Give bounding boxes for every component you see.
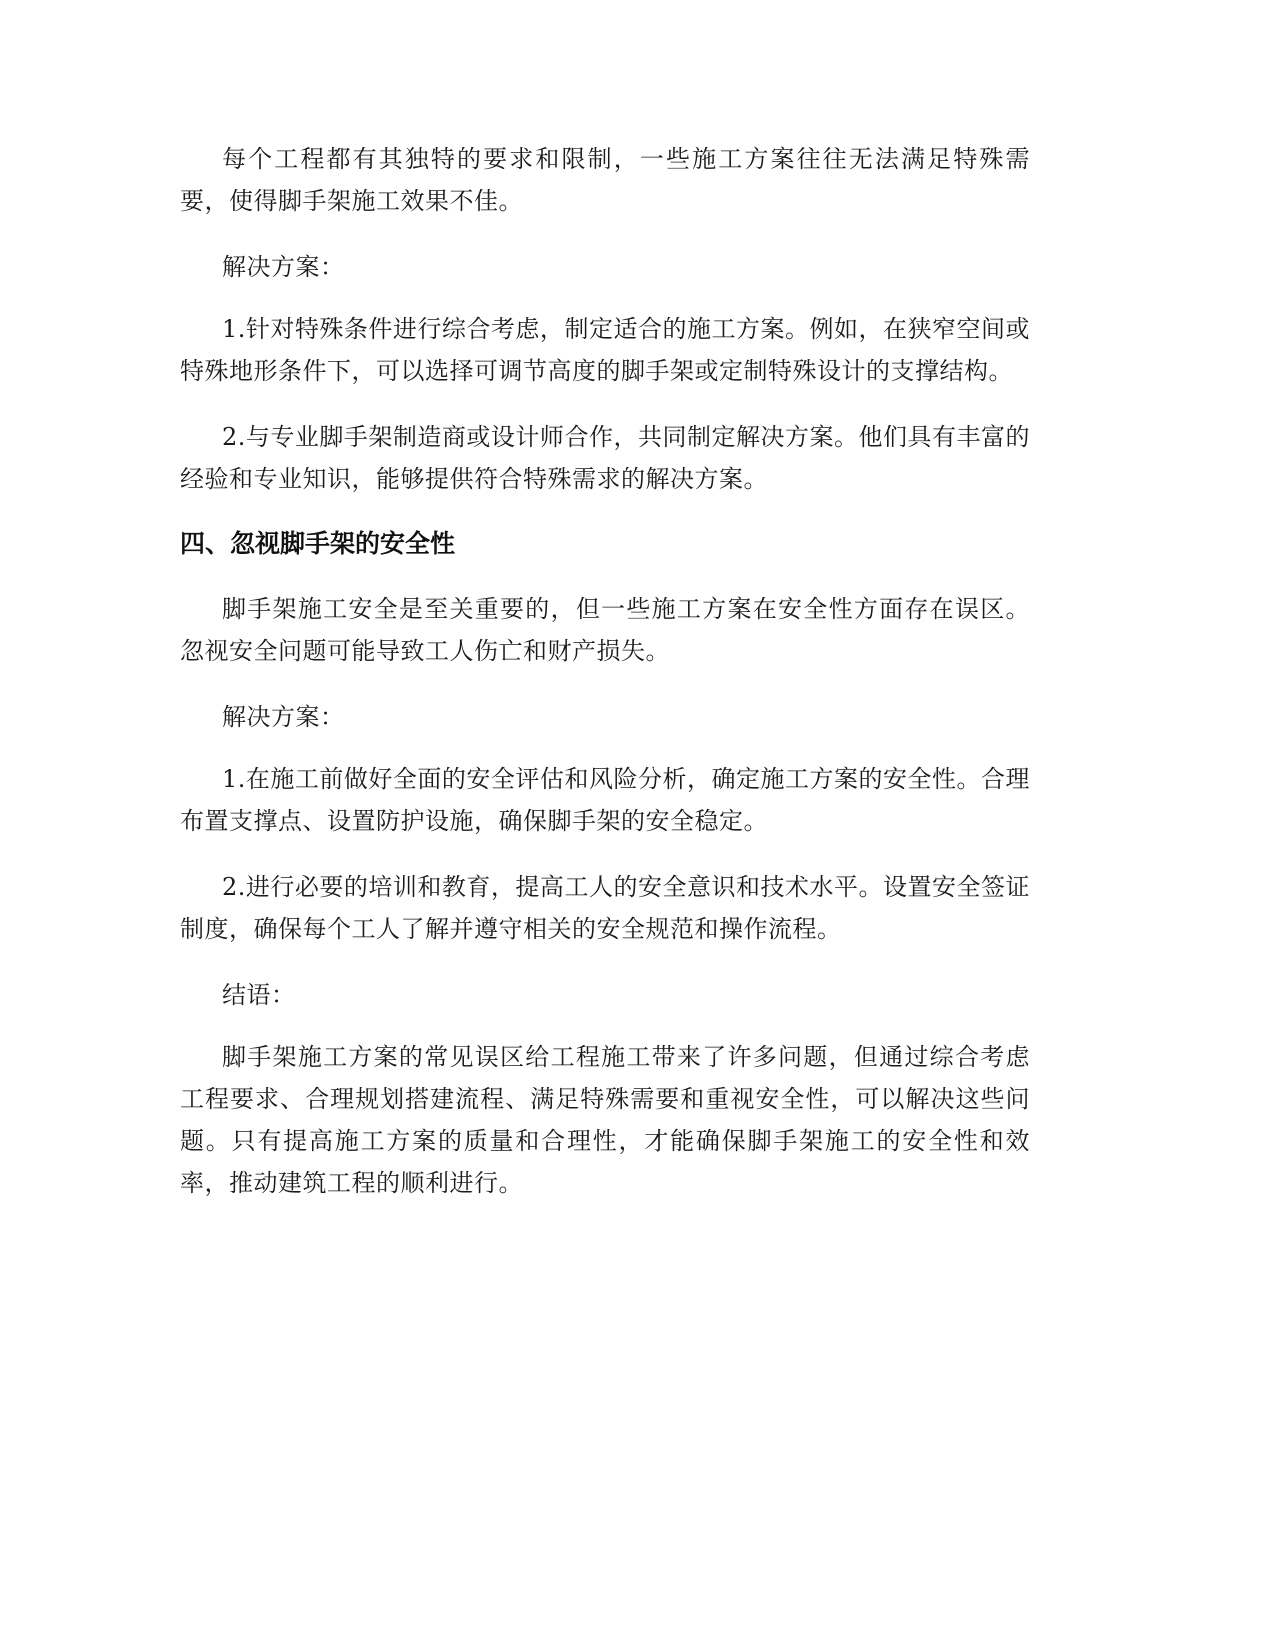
solution-label: 解决方案： [222, 253, 345, 281]
paragraph-safety: 脚手架施工安全是至关重要的，但一些施工方案在安全性方面存在误区。忽视安全问题可能导致工人伤亡和财产损失。 [180, 595, 1030, 665]
paragraph-special-requirements: 每个工程都有其独特的要求和限制，一些施工方案往往无法满足特殊需要，使得脚手架施工效果不佳。 [180, 145, 1030, 215]
paragraph-conclusion: 脚手架施工方案的常见误区给工程施工带来了许多问题，但通过综合考虑工程要求、合理规划搭建流程、满足特殊需要和重视安全性，可以解决这些问题。只有提高施工方案的质量和合理性，才能确保脚手架施工的安全性和效率，推动建筑工程的顺利进行。 [180, 1043, 1030, 1197]
conclusion-label: 结语： [222, 981, 296, 1009]
solution-item-2: 2.与专业脚手架制造商或设计师合作，共同制定解决方案。他们具有丰富的经验和专业知识，能够提供符合特殊需求的解决方案。 [180, 423, 1030, 493]
solution-item-2: 2.进行必要的培训和教育，提高工人的安全意识和技术水平。设置安全签证制度，确保每个工人了解并遵守相关的安全规范和操作流程。 [180, 873, 1030, 943]
solution-item-1: 1.在施工前做好全面的安全评估和风险分析，确定施工方案的安全性。合理布置支撑点、设置防护设施，确保脚手架的安全稳定。 [180, 765, 1030, 835]
document-page [180, 138, 1030, 1228]
section-heading-safety: 四、忽视脚手架的安全性 [180, 529, 456, 558]
solution-item-1: 1.针对特殊条件进行综合考虑，制定适合的施工方案。例如，在狭窄空间或特殊地形条件下，可以选择可调节高度的脚手架或定制特殊设计的支撑结构。 [180, 315, 1030, 385]
solution-label: 解决方案： [222, 703, 345, 731]
